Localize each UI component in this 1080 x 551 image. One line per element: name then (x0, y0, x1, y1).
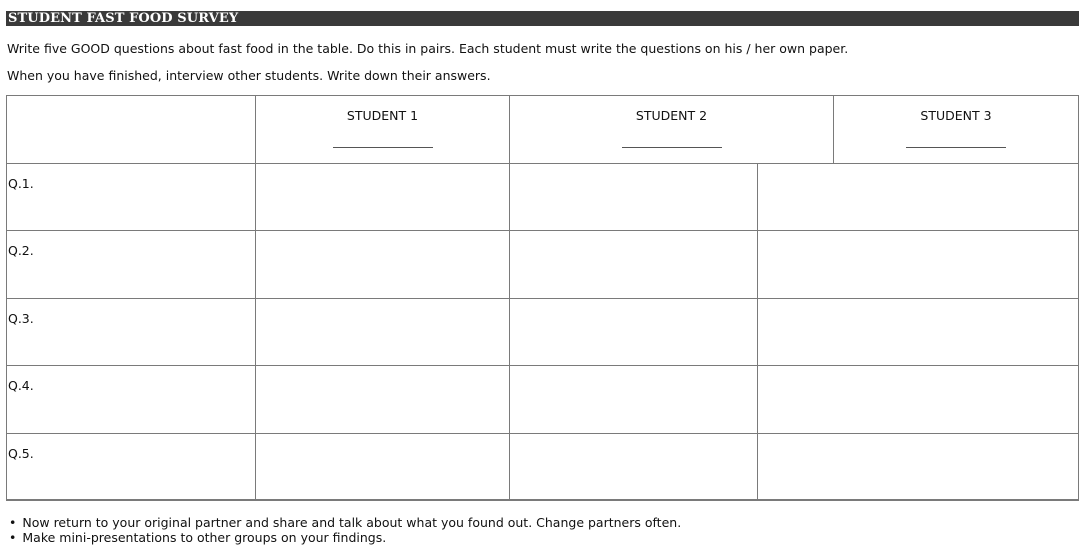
question-cell-5[interactable]: Q.5. (6, 433, 256, 500)
answer-q3-student-1[interactable] (255, 298, 510, 366)
answer-q1-student-3[interactable] (757, 163, 1079, 231)
header-empty-cell (6, 95, 256, 164)
question-cell-1[interactable]: Q.1. (6, 163, 256, 231)
note-item-1: • Now return to your original partner and share and talk about what you found out. Change partners often. (9, 515, 681, 530)
answer-q1-student-2[interactable] (509, 163, 758, 231)
question-cell-4[interactable]: Q.4. (6, 365, 256, 434)
header-student-1 (255, 95, 510, 164)
student-1-label: STUDENT 1 (346, 108, 419, 123)
student-3-label: STUDENT 3 (920, 108, 992, 123)
table-bottom-border (6, 499, 1079, 501)
answer-q5-student-1[interactable] (255, 433, 510, 500)
note-item-2: • Make mini-presentations to other groups on your findings. (9, 530, 681, 545)
question-cell-3[interactable]: Q.3. (6, 298, 256, 366)
answer-q4-student-3[interactable] (757, 365, 1079, 434)
student-3-name-line[interactable] (906, 147, 1006, 148)
header-student-2 (509, 95, 834, 164)
answer-q4-student-1[interactable] (255, 365, 510, 434)
worksheet-title: STUDENT FAST FOOD SURVEY (6, 11, 1079, 26)
answer-q1-student-1[interactable] (255, 163, 510, 231)
instruction-line-1: Write five GOOD questions about fast food in the table. Do this in pairs. Each student must write the questions on his / her own paper. (7, 41, 849, 56)
answer-q5-student-2[interactable] (509, 433, 758, 500)
answer-q3-student-3[interactable] (757, 298, 1079, 366)
answer-q4-student-2[interactable] (509, 365, 758, 434)
instruction-line-2: When you have finished, interview other students. Write down their answers. (7, 68, 491, 83)
answer-q2-student-1[interactable] (255, 230, 510, 299)
answer-q2-student-2[interactable] (509, 230, 758, 299)
notes-list (9, 515, 681, 545)
student-2-name-line[interactable] (622, 147, 722, 148)
student-2-label: STUDENT 2 (635, 108, 708, 123)
question-cell-2[interactable]: Q.2. (6, 230, 256, 299)
answer-q2-student-3[interactable] (757, 230, 1079, 299)
answer-q5-student-3[interactable] (757, 433, 1079, 500)
header-student-3 (833, 95, 1079, 164)
answer-q3-student-2[interactable] (509, 298, 758, 366)
student-1-name-line[interactable] (333, 147, 433, 148)
